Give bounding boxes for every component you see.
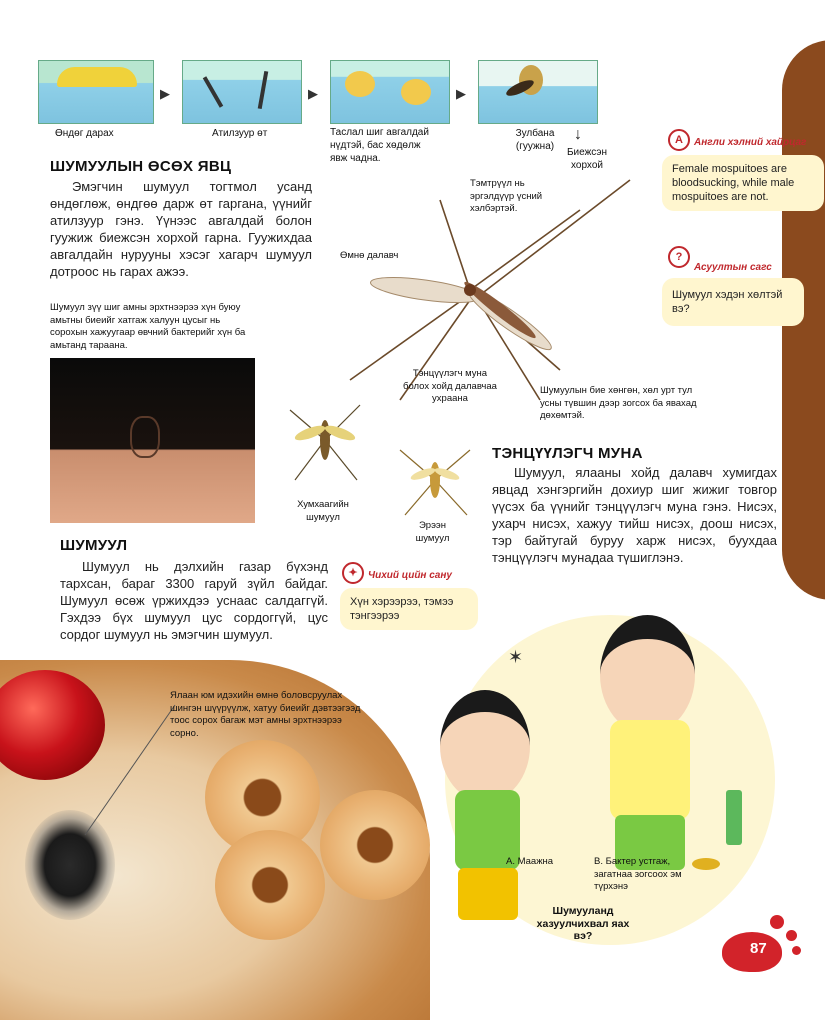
- bite-note: Шумуул зүү шиг амны эрхтнээрээ хүн буюу амьтны биеийг хатгаж халуун цусыг нь сорохын хажуугаар өвчний бактерийг хүн ба амьтанд тараана.: [50, 302, 246, 351]
- question-icon: ?: [668, 246, 690, 268]
- antenna-label: Тэмтрүүл нь эргэлдүүр үсний хэлбэртэй.: [470, 178, 543, 214]
- pupa-stage-image: [330, 60, 450, 124]
- idiom-box-heading: Чихий цийн сану: [368, 570, 452, 581]
- mosquito-bite-photo: [50, 358, 255, 523]
- stage-egg-label: Өндөг дарах: [55, 128, 114, 139]
- english-box: Female mospuitoes are bloodsucking, while male mospuitoes are not.: [662, 155, 824, 211]
- female-species-label: Эрээн шумуул: [415, 520, 450, 544]
- fly-note: Ялаан юм идэхийн өмнө боловсруулах шингэн шүүрүүлж, хатуу биеийг дэвтээгээд тоос сорох багаж мэт амны эрхтнээрээ сорно.: [170, 690, 361, 739]
- medicine-bottle-icon: [726, 790, 742, 845]
- page-number: 87: [750, 940, 767, 957]
- male-species-label: Хумхаагийн шумуул: [297, 499, 349, 523]
- adult-emerging-image: [478, 60, 598, 124]
- toe-2-icon: [786, 930, 797, 941]
- boy-scratching-image: [430, 690, 550, 930]
- growth-text: Эмэгчин шумуул тогтмол усанд өндөглөж, өндгөө дарж өт гаргана, үүнийг атилзуур гэнэ. Үүнээс авгалдай болон гуужиж биежсэн хорхой гарна. Гуужихдаа авгалдайн нурууны хэсэг хагарч шумуул дотроос нь гарах ажээ.: [50, 179, 312, 279]
- boy-applying-image: [585, 615, 715, 875]
- balance-title: ТЭНЦҮҮЛЭГЧ МУНА: [492, 445, 643, 462]
- cartoon-question: Шумууланд хазуулчихвал яах вэ?: [536, 905, 630, 942]
- toe-3-icon: [792, 946, 801, 955]
- arrow-1-icon: ▶: [160, 86, 170, 101]
- shumuul-text: Шумуул нь дэлхийн газар бүхэнд тарxсан, бараг 3300 гаруй зүйл байдаг. Шумуул өсөж үржихдээ уснаас салдаггүй. Гэхдээ бүх шумуул цус сордоггүй, цус сордог шумуул нь эмэгчин шумуул.: [60, 559, 328, 642]
- idiom-box: Хүн хэрээрээ, тэмээ тэнгээрээ: [340, 588, 478, 630]
- toe-1-icon: [770, 915, 784, 929]
- stage-pupa-label: Таслал шиг авгалдай нүдтэй, бас хөдөлж явж чадна.: [330, 127, 429, 164]
- idiom-icon: ✦: [342, 562, 364, 584]
- answer-b-label: В. Бактер устгаж, загатнаа зогсоох эм түрхэнэ: [594, 856, 682, 892]
- arrow-3-icon: ▶: [456, 86, 466, 101]
- stage-larva-label: Атилзуур өт: [212, 128, 268, 139]
- fly-pointer-line: [80, 700, 180, 840]
- shumuul-title: ШУМУУЛ: [60, 537, 128, 554]
- hind-wing-label: Тэнцүүлэгч муна болох хойд далавчаа ухраана: [403, 368, 497, 404]
- female-mosquito-image: [395, 440, 475, 520]
- question-box-heading: Асуултын сагс: [694, 262, 772, 273]
- cookie-2-image: [215, 830, 325, 940]
- stage-molt-label: Зулбана (гуужна): [515, 128, 555, 152]
- stage-adult-label: Биежсэн хорхой: [566, 147, 608, 171]
- down-arrow-icon: ↓: [574, 126, 582, 143]
- arrow-2-icon: ▶: [308, 86, 318, 101]
- balance-text: Шумуул, ялааны хойд далавч хумигдах явцад хэнгэргийн дохиур шиг жижиг товгор үүсэх ба үүнийг тэнцүүлэгч муна гэнэ. Нисэх, ухарч нисэх, хажуу тийш нисэх, доош нисэх, тэр байтугай буруу харж нисэх, буухдаа тэнцүүлэгч мунадаа түшиглэнэ.: [492, 465, 777, 565]
- front-wing-label: Өмнө далавч: [340, 250, 399, 261]
- abc-icon: A: [668, 129, 690, 151]
- english-box-heading: Англи хэлний хайрцаг: [694, 137, 807, 148]
- cookie-3-image: [320, 790, 430, 900]
- body-label: Шумуулын бие хөнгөн, хөл урт тул усны түвшин дээр зогсох ба явахад дөхөмтэй.: [540, 385, 697, 421]
- egg-stage-image: [38, 60, 154, 124]
- larva-stage-image: [182, 60, 302, 124]
- mosquito-cartoon-icon: ✶: [508, 647, 524, 667]
- male-mosquito-image: [285, 395, 365, 485]
- question-box: Шумуул хэдэн хөлтэй вэ?: [662, 278, 804, 326]
- answer-a-label: А. Маажна: [506, 856, 554, 867]
- growth-title: ШУМУУЛЫН ӨСӨХ ЯВЦ: [50, 158, 232, 175]
